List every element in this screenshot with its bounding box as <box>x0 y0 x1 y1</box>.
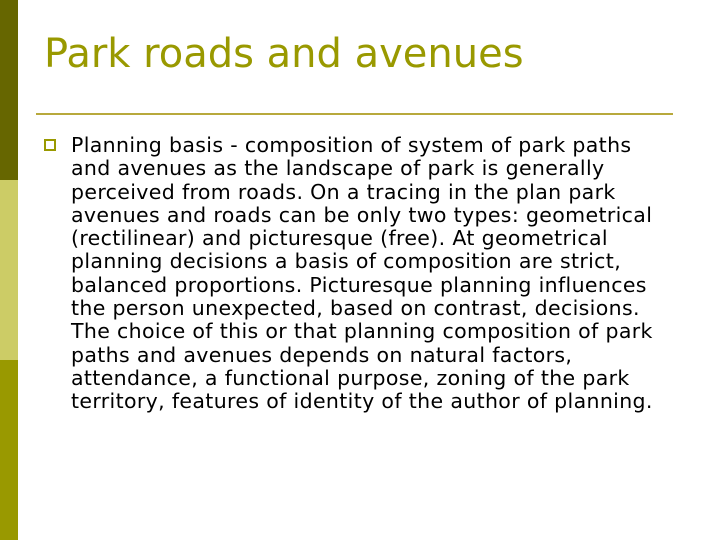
bullet-item <box>44 134 674 414</box>
bullet-text: Planning basis - composition of system of park paths and avenues as the landscape of park is generally perceived from roads. On a tracing in the plan park avenues and roads can be only two types: geometrical (rectilinear) and picturesque (free). At geometrical planning decisions a basis of composition are strict, balanced proportions. Picturesque planning influences the person unexpected, based on contrast, decisions. The choice of this or that planning composition of park paths and avenues depends on natural factors, attendance, a functional purpose, zoning of the park territory, features of identity of the author of planning. <box>71 133 653 414</box>
slide-title: Park roads and avenues <box>44 31 524 77</box>
side-accent-bar-bottom <box>0 360 18 540</box>
square-bullet-icon <box>44 139 56 151</box>
side-accent-bar-top <box>0 0 18 180</box>
title-divider <box>36 113 673 115</box>
side-accent-bar-middle <box>0 180 18 360</box>
